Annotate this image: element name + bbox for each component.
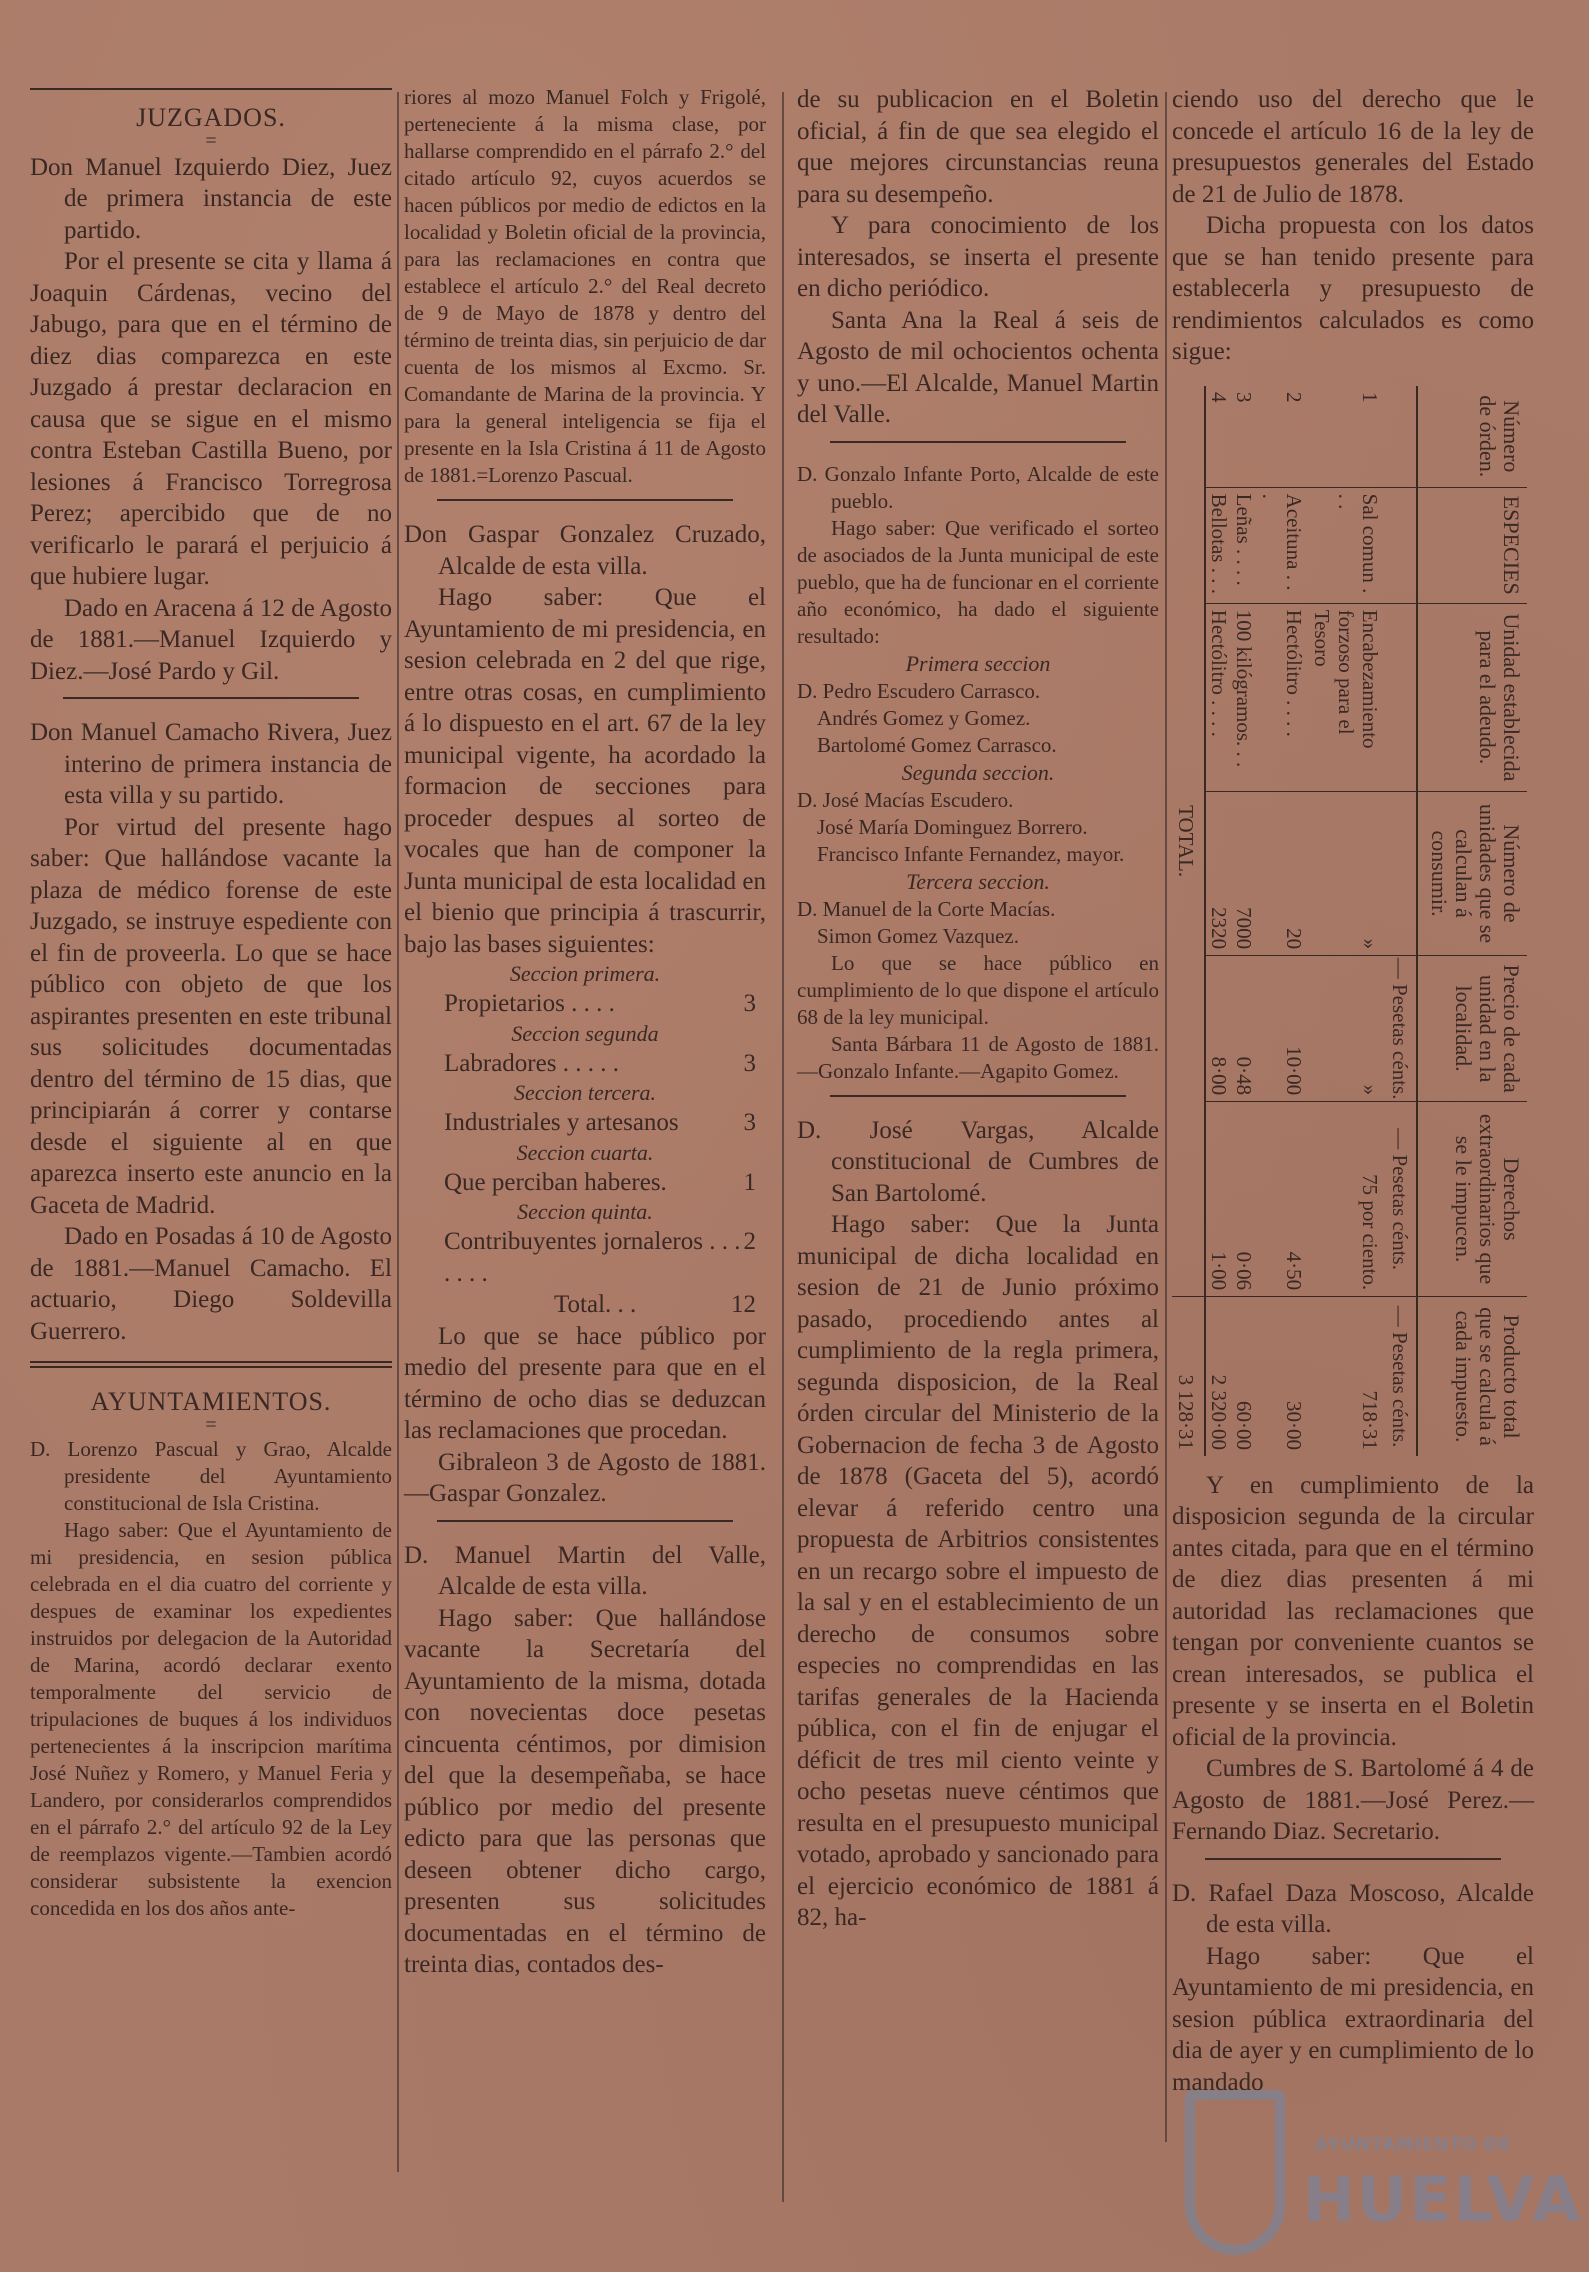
paragraph: Dado en Posadas á 10 de Agosto de 1881.—Manuel Camacho. El actuario, Diego Soldevilla Guerrero. bbox=[30, 1223, 392, 1345]
table-unit: — Pesetas cénts. bbox=[1382, 1296, 1417, 1455]
table-cell: » bbox=[1306, 791, 1382, 955]
subsection-title: Seccion segunda bbox=[511, 1020, 659, 1046]
table-row bbox=[1231, 386, 1256, 1456]
tally-total bbox=[404, 1289, 766, 1321]
table-cell: 75 por ciento. bbox=[1306, 1101, 1382, 1296]
huelva-watermark bbox=[1185, 2075, 1583, 2265]
table-header: Derechos extraordinarios que se le impucen. bbox=[1417, 1101, 1527, 1296]
tariff-table-grid bbox=[1172, 386, 1527, 1456]
rule bbox=[830, 441, 1127, 443]
ornament: = bbox=[205, 129, 217, 152]
table-cell: 100 kilógramos. . . bbox=[1231, 603, 1256, 791]
tally-label: Que perciban haberes. bbox=[444, 1168, 667, 1196]
tally-value: 12 bbox=[731, 1291, 756, 1318]
table-unit bbox=[1382, 386, 1417, 487]
tally-value: 3 bbox=[743, 1109, 756, 1136]
rule bbox=[437, 1520, 734, 1522]
table-row bbox=[1256, 386, 1306, 1456]
table-row bbox=[1205, 386, 1231, 1456]
paragraph: Hago saber: Que el Ayuntamiento de mi presidencia, en sesion pública extraordinaria del dia de ayer y en cumplimiento de lo mandado bbox=[1172, 1942, 1534, 2096]
table-header: Precio de cada unidad en la localidad. bbox=[1417, 955, 1527, 1101]
table-total-label: TOTAL. bbox=[1172, 386, 1205, 1297]
paragraph: Hago saber: Que verificado el sorteo de asociados de la Junta municipal de este pueblo, que ha de funcionar en el corriente año económico, ha dado el siguiente resultado: bbox=[797, 515, 1159, 648]
table-cell: 3 bbox=[1232, 391, 1257, 402]
paragraph: D. Manuel de la Corte Macías. bbox=[797, 896, 1056, 921]
table-cell: » bbox=[1306, 955, 1382, 1101]
tally-row bbox=[404, 1107, 766, 1139]
table-unit: — Pesetas cénts. bbox=[1382, 955, 1417, 1101]
table-cell: 4 bbox=[1206, 391, 1231, 402]
column-divider bbox=[397, 92, 399, 2172]
table-header: Producto total que se calcula á cada impuesto. bbox=[1417, 1296, 1527, 1455]
name-line: Bartolomé Gomez Carrasco. bbox=[817, 732, 1057, 757]
paragraph: riores al mozo Manuel Folch y Frigolé, perteneciente á la misma clase, por hallarse comprendido en el párrafo 2.° del citado artículo 92, cuyos acuerdos se hacen públicos por medio de edictos en la localidad y Boletin oficial de la provincia, para las reclamaciones en contra que establece el artículo 2.° del Real decreto de 9 de Mayo de 1878 y dentro del término de treinta dias, sin perjuicio de dar cuenta de los mismos al Excmo. Sr. Comandante de Marina de la provincia. Y para la general inteligencia se fija el presente en la Isla Cristina á 11 de Agosto de 1881.=Lorenzo Pascual. bbox=[404, 85, 766, 487]
ornament: = bbox=[205, 1413, 217, 1436]
table-cell: 8·00 bbox=[1205, 955, 1231, 1101]
table-cell: 1 bbox=[1358, 391, 1383, 402]
subsection-title: Segunda seccion. bbox=[901, 759, 1055, 785]
name-line: Andrés Gomez y Gomez. bbox=[817, 705, 1031, 730]
paragraph: D. Manuel Martin del Valle, Alcalde de esta villa. bbox=[404, 1541, 766, 1600]
paragraph: D. José Macías Escudero. bbox=[797, 787, 1014, 812]
tally-value: 3 bbox=[743, 990, 756, 1017]
table-cell: 2 320·00 bbox=[1205, 1296, 1231, 1455]
table-cell: Leñas . . . . bbox=[1231, 487, 1256, 603]
paragraph: D. Gonzalo Infante Porto, Alcalde de este pueblo. bbox=[797, 461, 1159, 513]
table-cell: 4·50 bbox=[1256, 1101, 1306, 1296]
table-unit bbox=[1382, 603, 1417, 791]
table-cell: 718·31 bbox=[1306, 1296, 1382, 1455]
table-total-row bbox=[1172, 386, 1205, 1456]
subsection-title: Seccion quinta. bbox=[517, 1199, 653, 1224]
column-4 bbox=[1172, 84, 1534, 2098]
tally-value: 3 bbox=[743, 1049, 756, 1077]
subsection-title: Seccion cuarta. bbox=[516, 1139, 654, 1165]
paragraph: Hago saber: Que hallándose vacante la Secretaría del Ayuntamiento de la misma, dotada con novecientas doce pesetas cincuenta céntimos, por dimision del que la desempeñaba, se hace público por medio del presente edicto para que las personas que deseen obtener dicho cargo, presenten sus solicitudes documentadas en el término de treinta dias, contados des- bbox=[404, 1604, 766, 1978]
tally-label: Industriales y artesanos bbox=[444, 1109, 679, 1136]
watermark-line1: AYUNTAMIENTO DE bbox=[1315, 2135, 1513, 2155]
table-header: ESPECIES bbox=[1417, 487, 1527, 603]
paragraph: Don Manuel Camacho Rivera, Juez interino de primera instancia de esta villa y su partido. bbox=[30, 719, 392, 809]
paragraph: Hago saber: Que el Ayuntamiento de mi presidencia, en sesion celebrada en 2 del que rige, entre otras cosas, en cumplimiento á lo dispuesto en el art. 67 de la ley municipal vigente, ha acordado la formacion de secciones para proceder despues al sorteo de vocales que han de componer la Junta municipal de esta localidad en el bienio que principia á trascurrir, bajo las bases siguientes: bbox=[404, 584, 766, 958]
table-cell: 2320 bbox=[1205, 791, 1231, 955]
column-divider bbox=[782, 92, 784, 2202]
table-cell: 7000 bbox=[1231, 791, 1256, 955]
double-rule bbox=[30, 1361, 392, 1368]
paragraph: Por virtud del presente hago saber: Que hallándose vacante la plaza de médico forense de este Juzgado, se instruye espediente con el fin de proveerla. Lo que se hace público con objeto de que los aspirantes presenten en este tribunal sus solicitudes documentadas dentro del término de 15 dias, que principiarán á correr y contarse desde el siguiente al en que aparezca inserto este anuncio en la Gaceta de Madrid. bbox=[30, 813, 392, 1219]
name-line: José María Dominguez Borrero. bbox=[817, 814, 1088, 839]
paragraph: D. José Vargas, Alcalde constitucional de Cumbres de San Bartolomé. bbox=[797, 1116, 1159, 1207]
column-1 bbox=[30, 84, 392, 1922]
table-unit: — Pesetas cénts. bbox=[1382, 1101, 1417, 1296]
paragraph: Don Manuel Izquierdo Diez, Juez de primera instancia de este partido. bbox=[30, 153, 392, 244]
table-total-value: 3 128·31 bbox=[1172, 1296, 1205, 1455]
tally-label: Contribuyentes jornaleros . . . . . . . bbox=[444, 1228, 741, 1287]
paragraph: Cumbres de S. Bartolomé á 4 de Agosto de 1881.—José Perez.—Fernando Diaz. Secretario. bbox=[1172, 1755, 1534, 1845]
tally-value: 2 bbox=[743, 1228, 756, 1255]
subsection-title: Tercera seccion. bbox=[906, 868, 1050, 894]
paragraph: D. Lorenzo Pascual y Grao, Alcalde presidente del Ayuntamiento constitucional de Isla Cristina. bbox=[30, 1436, 392, 1515]
table-cell: Encabezamiento forzoso para el Tesoro bbox=[1306, 603, 1382, 791]
paragraph: ciendo uso del derecho que le concede el artículo 16 de la ley de presupuestos generales del Estado de 21 de Julio de 1878. bbox=[1172, 86, 1534, 208]
paragraph: Lo que se hace público por medio del presente para que en el término de ocho dias se deduzcan las reclamaciones que procedan. bbox=[404, 1322, 766, 1444]
tally-label: Propietarios . . . . bbox=[444, 990, 615, 1017]
section-heading: JUZGADOS. bbox=[136, 103, 286, 132]
table-header: Número de unidades que se calculan á consumir. bbox=[1417, 791, 1527, 955]
section-heading: AYUNTAMIENTOS. bbox=[90, 1387, 332, 1416]
table-cell: 30·00 bbox=[1256, 1296, 1306, 1455]
rule bbox=[1205, 1858, 1502, 1860]
paragraph: de su publicacion en el Boletin oficial, á fin de que sea elegido el que mejores circunstancias reuna para su desempeño. bbox=[797, 86, 1159, 208]
tally-row bbox=[404, 988, 766, 1020]
paragraph: Por el presente se cita y llama á Joaquin Cárdenas, vecino del Jabugo, para que en el término de diez dias comparezca en este Juzgado á prestar declaracion en causa que se sigue en el mismo contra Esteban Castilla Bueno, por lesiones á Francisco Torregrosa Perez; apercibido que de no verificarlo le parará el perjuicio á que hubiere lugar. bbox=[30, 248, 392, 590]
table-cell: 10·00 bbox=[1256, 955, 1306, 1101]
tally-label: Total. . . bbox=[554, 1291, 637, 1318]
table-row bbox=[1306, 386, 1382, 1456]
paragraph: D. Rafael Daza Moscoso, Alcalde de esta villa. bbox=[1172, 1879, 1534, 1938]
tally-value: 1 bbox=[743, 1168, 756, 1196]
subsection-title: Seccion primera. bbox=[509, 961, 661, 986]
paragraph: Y en cumplimiento de la disposicion segunda de la circular antes citada, para que en el término de diez dias presenten á mi autoridad las reclamaciones que tengan por conveniente cuantos se crean interesados, se publica el presente y se inserta en el Boletin oficial de la provincia. bbox=[1172, 1471, 1534, 1751]
coat-of-arms-icon bbox=[1185, 2090, 1285, 2255]
table-header: Número de órden. bbox=[1417, 386, 1527, 487]
tally-row bbox=[404, 1226, 766, 1289]
table-cell: Aceituna . . . bbox=[1256, 487, 1306, 603]
watermark-line2: HUELVA bbox=[1303, 2163, 1583, 2236]
table-cell: 60·00 bbox=[1231, 1296, 1256, 1455]
table-cell: 20 bbox=[1256, 791, 1306, 955]
table-cell: 0·48 bbox=[1231, 955, 1256, 1101]
table-cell: 0·06 bbox=[1231, 1101, 1256, 1296]
tally-row bbox=[404, 1167, 766, 1199]
paragraph: Santa Ana la Real á seis de Agosto de mil ochocientos ochenta y uno.—El Alcalde, Manuel Martin del Valle. bbox=[797, 306, 1159, 428]
paragraph: Lo que se hace público en cumplimiento de lo que dispone el artículo 68 de la ley municipal. bbox=[797, 950, 1159, 1029]
paragraph: Dicha propuesta con los datos que se han tenido presente para establecerla y presupuesto de rendimientos calculados es como sigue: bbox=[1172, 212, 1534, 365]
paragraph: Hago saber: Que el Ayuntamiento de mi presidencia, en sesion pública celebrada en el dia cuatro del corriente y despues de examinar los expedientes instruidos por delegacion de la Autoridad de Marina, acordó declarar exento temporalmente del servicio de tripulaciones de buques á los individuos pertenecientes á la inscripcion marítima José Nuñez y Romero, y Manuel Feria y Landero, por considerarlos comprendidos en el párrafo 2.° del artículo 92 de la Ley de reemplazos vigente.—Tambien acordó considerar subsistente la exencion concedida en los dos años ante- bbox=[30, 1517, 392, 1920]
paragraph: Don Gaspar Gonzalez Cruzado, Alcalde de esta villa. bbox=[404, 521, 766, 580]
table-cell: Hectólitro . . . . bbox=[1205, 603, 1231, 791]
paragraph: Dado en Aracena á 12 de Agosto de 1881.—Manuel Izquierdo y Diez.—José Pardo y Gil. bbox=[30, 594, 392, 685]
table-cell: Hectólitro . . . . bbox=[1256, 603, 1306, 791]
table-unit bbox=[1382, 791, 1417, 955]
column-divider bbox=[1165, 92, 1167, 2142]
table-cell: 2 bbox=[1282, 391, 1307, 402]
column-2 bbox=[404, 84, 766, 1981]
rule bbox=[437, 499, 734, 501]
paragraph: Hago saber: Que la Junta municipal de dicha localidad en sesion de 21 de Junio próximo pasado, procediendo antes al cumplimiento de la regla primera, segunda disposicion, de la Real órden circular del Ministerio de la Gobernacion de fecha 3 de Agosto de 1878 (Gaceta del 5), acordó elevar á referido centro una propuesta de Arbitrios consistentes en un recargo sobre el impuesto de la sal y en el establecimiento de un derecho de consumos sobre especies no comprendidas en las tarifas generales de la Hacienda pública, con el fin de enjugar el déficit de tres mil ciento veinte y ocho pesetas nueve céntimos que resulta en el presupuesto municipal votado, aprobado y sancionado para el ejercicio económico de 1881 á 82, ha- bbox=[797, 1211, 1159, 1931]
name-line: Francisco Infante Fernandez, mayor. bbox=[817, 841, 1125, 866]
column-3 bbox=[797, 84, 1159, 1934]
paragraph: D. Pedro Escudero Carrasco. bbox=[797, 678, 1041, 703]
rule bbox=[63, 697, 360, 699]
tally-row bbox=[404, 1048, 766, 1080]
tally-label: Labradores . . . . . bbox=[444, 1049, 619, 1077]
rule bbox=[830, 1095, 1127, 1097]
paragraph: Gibraleon 3 de Agosto de 1881.—Gaspar Gonzalez. bbox=[404, 1448, 766, 1507]
table-unit bbox=[1382, 487, 1417, 603]
table-header: Unidad establecida para el adeudo. bbox=[1417, 603, 1527, 791]
rule bbox=[30, 88, 392, 90]
table-cell: Bellotas . . . bbox=[1205, 487, 1231, 603]
name-line: Simon Gomez Vazquez. bbox=[817, 923, 1019, 948]
paragraph: Santa Bárbara 11 de Agosto de 1881.—Gonzalo Infante.—Agapito Gomez. bbox=[797, 1031, 1159, 1083]
subsection-title: Seccion tercera. bbox=[513, 1080, 657, 1105]
subsection-title: Primera seccion bbox=[905, 650, 1051, 676]
tariff-table bbox=[1172, 386, 1527, 1456]
paragraph: Y para conocimiento de los interesados, se inserta el presente en dicho periódico. bbox=[797, 212, 1159, 302]
table-cell: 1·00 bbox=[1205, 1101, 1231, 1296]
table-cell: Sal comun . . . bbox=[1306, 487, 1382, 603]
